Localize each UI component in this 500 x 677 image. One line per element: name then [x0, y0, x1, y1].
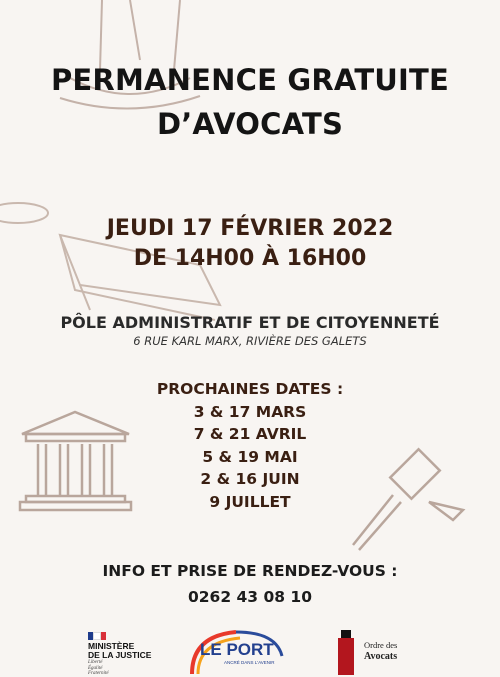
event-date: JEUDI 17 FÉVRIER 2022	[106, 216, 394, 241]
event-datetime	[0, 214, 500, 274]
partner-logos	[0, 620, 500, 675]
next-date-item: 9 JUILLET	[209, 492, 291, 511]
ministere-motto-liberte: Liberté	[88, 660, 103, 665]
next-date-item: 2 & 16 JUIN	[200, 470, 300, 488]
next-date-item: 5 & 19 MAI	[202, 447, 298, 466]
ordre-avocats-logo	[338, 630, 418, 675]
next-dates-block	[0, 378, 500, 513]
ministere-motto-fraternite: Fraternité	[88, 671, 109, 676]
le-port-tagline: ANCRÉ DANS L'AVENIR	[224, 660, 275, 665]
next-date-item: 3 & 17 MARS	[193, 402, 307, 421]
title-line-2: D’AVOCATS	[156, 107, 344, 141]
ordre-emblem-top	[341, 630, 351, 638]
next-dates-heading: PROCHAINES DATES :	[156, 380, 344, 398]
venue-name: PÔLE ADMINISTRATIF ET DE CITOYENNETÉ	[60, 313, 440, 332]
le-port-logo	[186, 626, 286, 676]
page-title	[0, 58, 500, 146]
ordre-line-1: Ordre des	[364, 640, 398, 650]
ministere-justice-logo	[88, 632, 168, 676]
ordre-emblem-icon	[338, 638, 354, 675]
venue-address: 6 RUE KARL MARX, RIVIÈRE DES GALETS	[133, 334, 367, 348]
title-line-1: PERMANENCE GRATUITE	[50, 63, 450, 97]
le-port-name: LE PORT	[200, 640, 274, 659]
ministere-line-2: DE LA JUSTICE	[88, 650, 152, 660]
ministere-motto-egalite: Égalité	[88, 665, 103, 671]
ministere-line-1: MINISTÈRE	[88, 641, 135, 651]
next-date-item: 7 & 21 AVRIL	[193, 425, 307, 443]
event-time: DE 14H00 À 16H00	[133, 246, 367, 271]
contact-label: INFO ET PRISE DE RENDEZ-VOUS :	[102, 562, 398, 580]
marianne-icon	[88, 632, 106, 640]
ordre-line-2: Avocats	[364, 651, 398, 662]
contact-phone: 0262 43 08 10	[187, 588, 313, 606]
